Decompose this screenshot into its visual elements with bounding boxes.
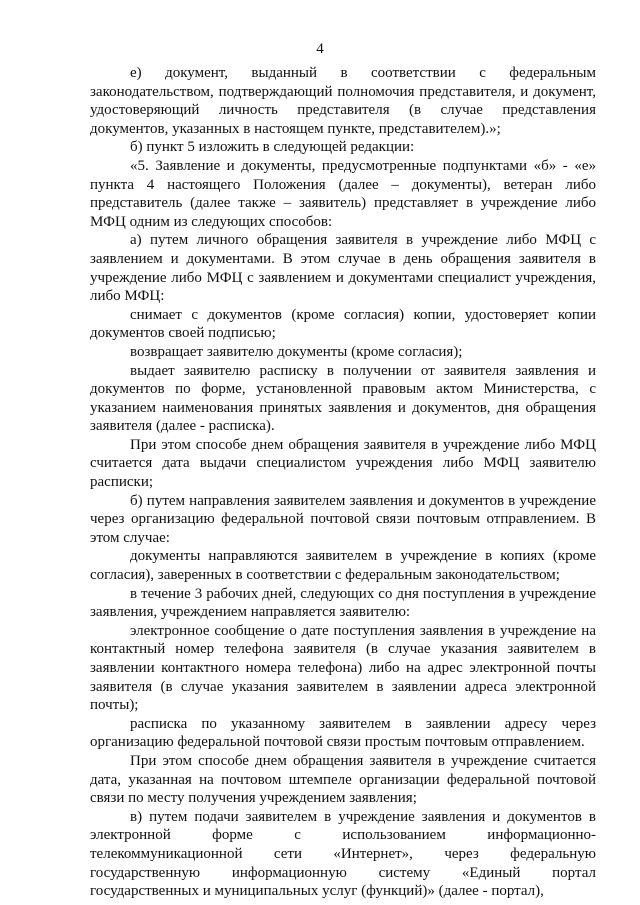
document-body	[90, 64, 596, 901]
paragraph-method-v: в) путем подачи заявителем в учреждение заявления и документов в электронной форме с использованием информационно-телекоммуникационной сети «Интернет», через федеральную государственную информационную систему «Единый портал государственных и муниципальных услуг (функций)» (далее - портал),	[90, 808, 596, 900]
paragraph-method-b: б) путем направления заявителем заявления и документов в учреждение через организацию федеральной почтовой связи почтовым отправлением. В этом случае:	[90, 492, 596, 546]
paragraph-date-in-person: При этом способе днем обращения заявителя в учреждение либо МФЦ считается дата выдачи специалистом учреждения либо МФЦ заявителю расписки;	[90, 436, 596, 491]
paragraph-return-documents: возвращает заявителю документы (кроме согласия);	[130, 343, 463, 360]
paragraph-item-b-instruction: б) пункт 5 изложить в следующей редакции:	[130, 139, 415, 156]
paragraph-subitem-e: е) документ, выданный в соответствии с федеральным законодательством, подтверждающий полномочия представителя, и документ, удостоверяющий личность представителя (в случае представления документов, указанных в настоящем пункте, представителем).»;	[90, 65, 596, 137]
paragraph-three-days: в течение 3 рабочих дней, следующих со дня поступления в учреждение заявления, учреждением направляется заявителю:	[90, 585, 596, 621]
paragraph-date-by-mail: При этом способе днем обращения заявителя в учреждение считается дата, указанная на почтовом штемпеле организации федеральной почтовой связи по месту получения учреждением заявления;	[90, 752, 596, 807]
page-number: 4	[316, 41, 324, 57]
paragraph-electronic-message: электронное сообщение о дате поступления заявления в учреждение на контактный номер телефона заявителя (в случае указания заявителем в заявлении контактного номера телефона) либо на адрес электронной почты заявителя (в случае указания заявителем в заявлении адреса электронной почты);	[90, 622, 596, 714]
paragraph-copies: снимает с документов (кроме согласия) копии, удостоверяет копии документов своей подписью;	[90, 306, 596, 342]
paragraph-receipt: выдает заявителю расписку в получении от заявителя заявления и документов по форме, установленной правовым актом Министерства, с указанием наименования принятых заявления и документов, дня обращения заявителя (далее - расписка).	[90, 362, 596, 435]
paragraph-method-a: а) путем личного обращения заявителя в учреждение либо МФЦ с заявлением и документами. В этом случае в день обращения заявителя в учреждение либо МФЦ с заявлением и документами специалист учреждения, либо МФЦ:	[90, 232, 596, 305]
paragraph-copies-by-mail: документы направляются заявителем в учреждение в копиях (кроме согласия), заверенных в соответствии с федеральным законодательством;	[90, 548, 596, 584]
paragraph-mail-receipt: расписка по указанному заявителем в заявлении адресу через организацию федеральной почтовой связи простым почтовым отправлением.	[90, 715, 596, 751]
paragraph-point-5: «5. Заявление и документы, предусмотренные подпунктами «б» - «е» пункта 4 настоящего Положения (далее – документы), ветеран либо представитель (далее также – заявитель) представляет в учреждение либо МФЦ одним из следующих способов:	[90, 157, 596, 230]
